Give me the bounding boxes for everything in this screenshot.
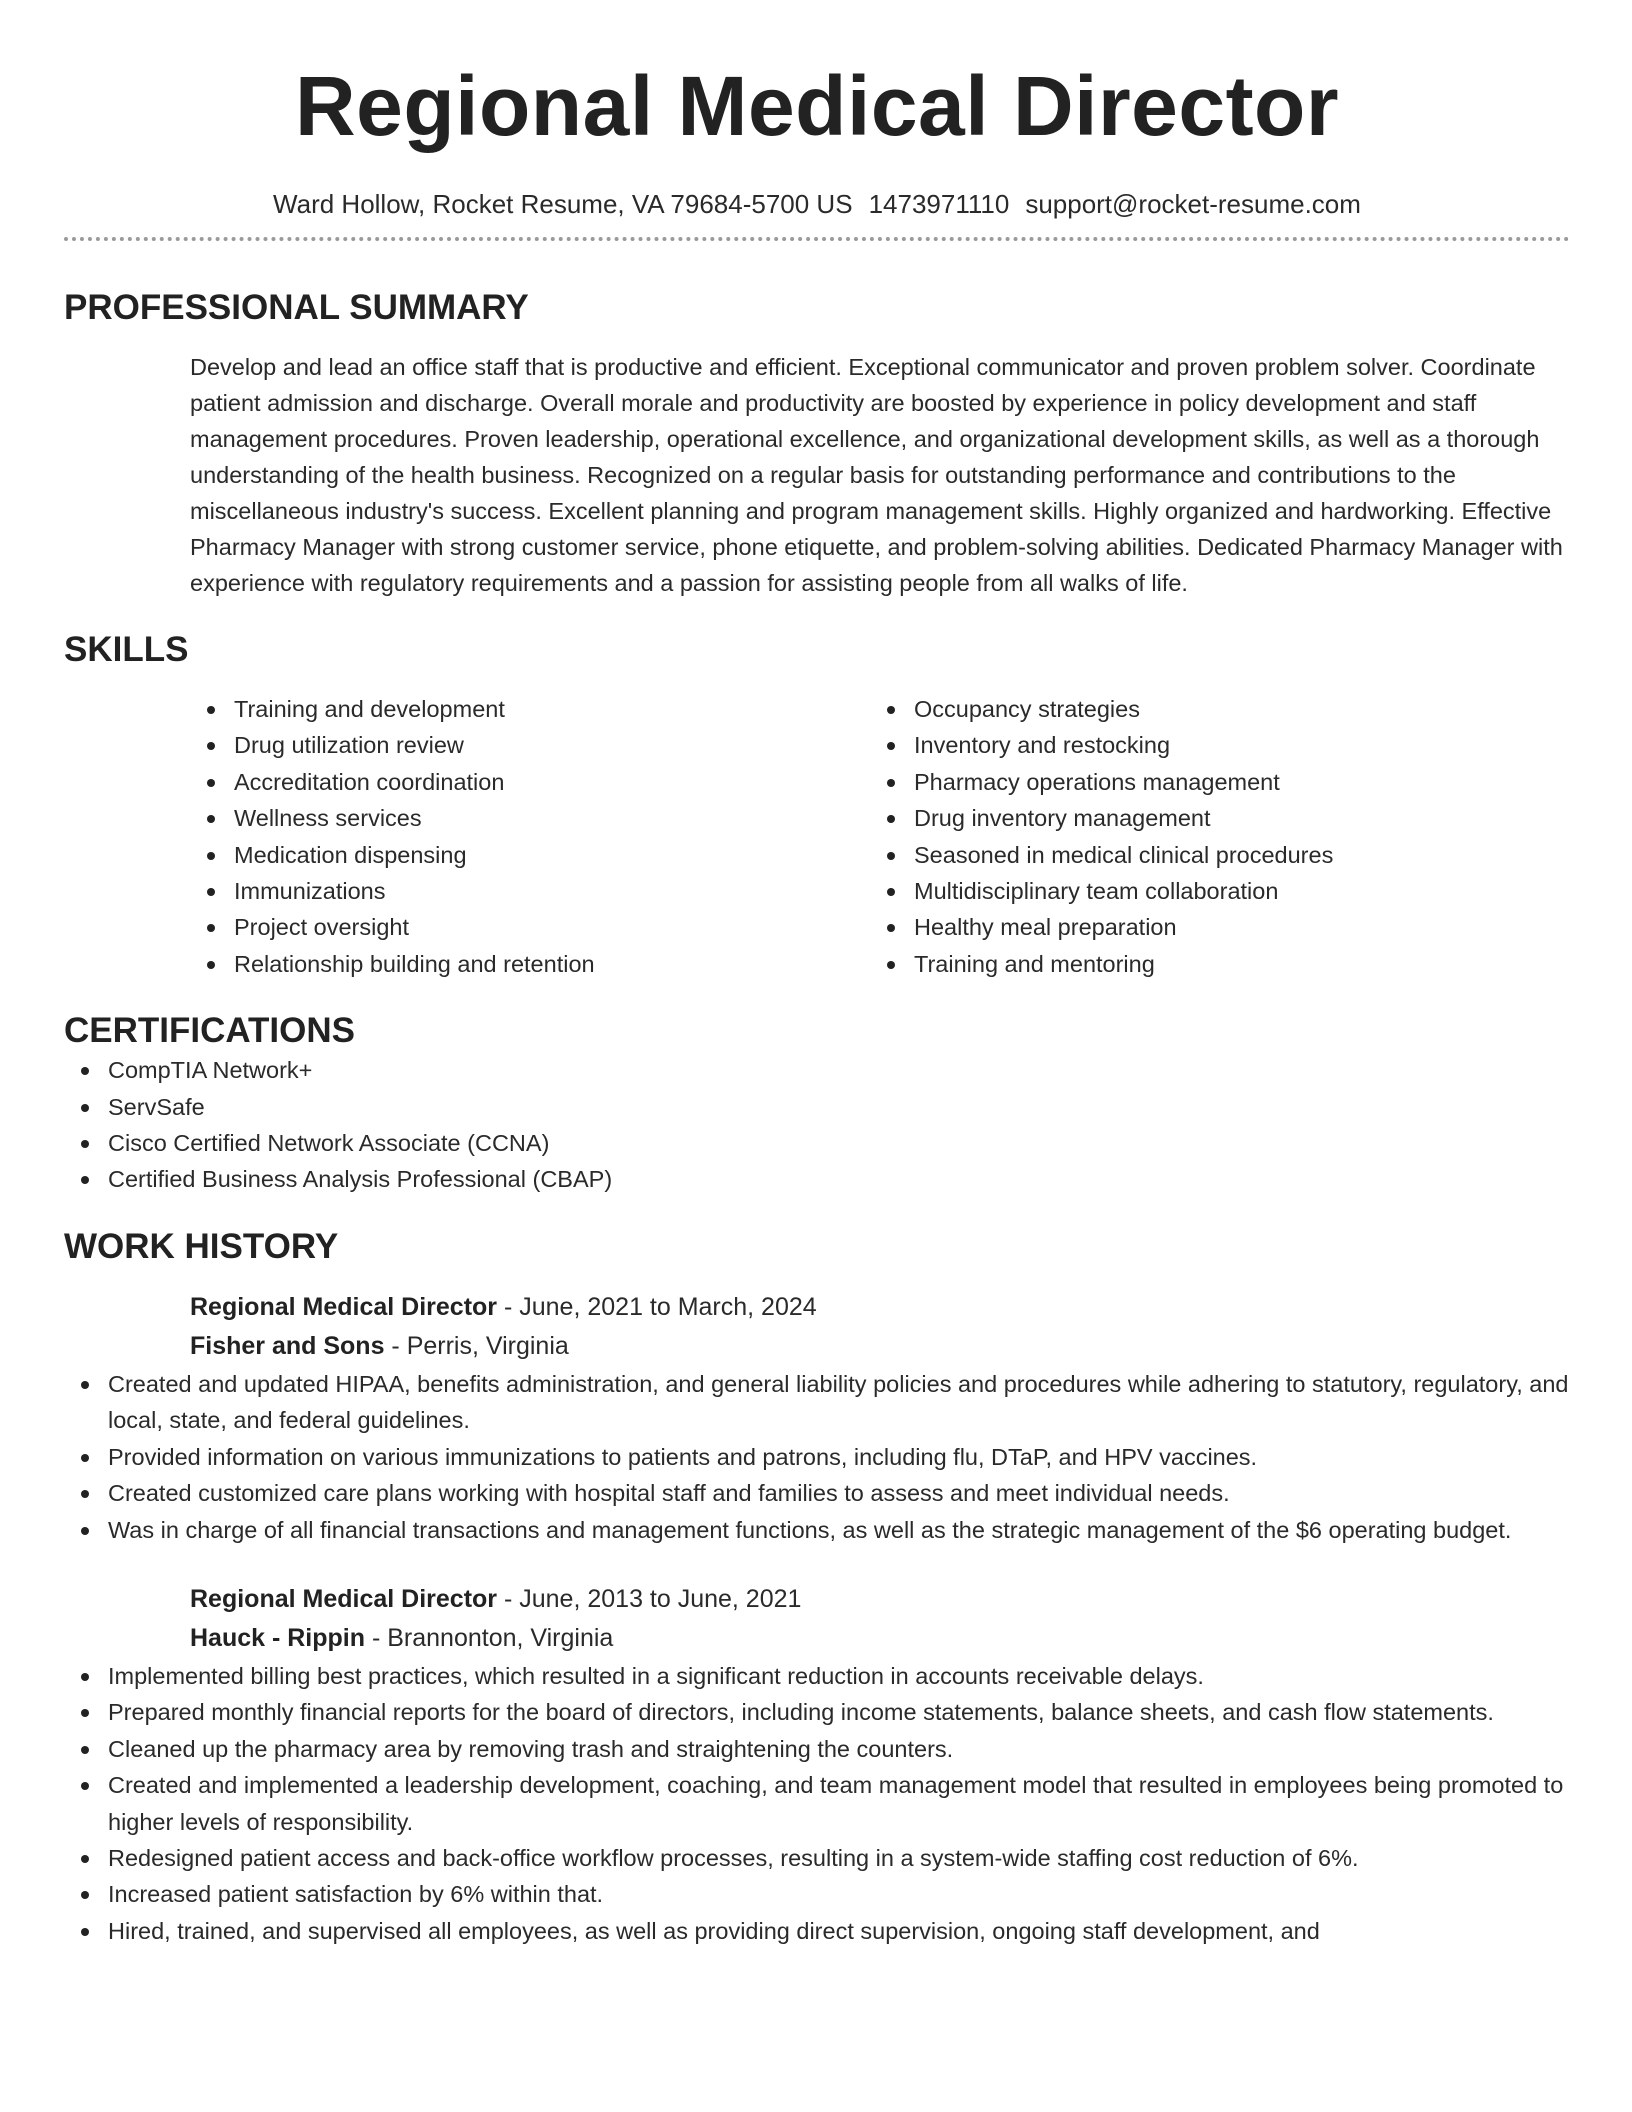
job-entry — [64, 1580, 1570, 1949]
job-bullet: Provided information on various immunizations to patients and patrons, including flu, DTaP, and HPV vaccines. — [64, 1439, 1570, 1475]
certification-item: Cisco Certified Network Associate (CCNA) — [64, 1125, 1570, 1161]
work-history-heading: WORK HISTORY — [64, 1226, 339, 1266]
job-entry — [64, 1288, 1570, 1548]
certification-item: CompTIA Network+ — [64, 1052, 1570, 1088]
job-company: Fisher and Sons — [190, 1331, 385, 1360]
job-location: - Brannonton, Virginia — [365, 1623, 614, 1652]
candidate-name: Regional Medical Director — [294, 59, 1340, 153]
job-bullet: Redesigned patient access and back-office workflow processes, resulting in a system-wide staffing cost reduction of 6%. — [64, 1840, 1570, 1876]
job-bullet: Created customized care plans working with hospital staff and families to assess and meet individual needs. — [64, 1475, 1570, 1511]
skill-item: Project oversight — [190, 909, 870, 945]
job-title-line — [190, 1288, 1570, 1327]
job-bullet: Implemented billing best practices, which resulted in a significant reduction in accounts receivable delays. — [64, 1658, 1570, 1694]
contact-line — [64, 188, 1570, 220]
skill-item: Wellness services — [190, 800, 870, 836]
header-divider — [64, 237, 1570, 241]
skill-item: Drug utilization review — [190, 727, 870, 763]
skills-left-list — [190, 691, 870, 982]
skill-item: Medication dispensing — [190, 837, 870, 873]
contact-address: Ward Hollow, Rocket Resume, VA 79684-5700 US — [273, 189, 853, 219]
certifications-list — [64, 1052, 1570, 1198]
skills-heading: SKILLS — [64, 630, 189, 669]
job-bullets — [64, 1366, 1570, 1548]
skill-item: Training and mentoring — [870, 946, 1550, 982]
job-bullet: Cleaned up the pharmacy area by removing trash and straightening the counters. — [64, 1731, 1570, 1767]
job-bullets — [64, 1658, 1570, 1949]
certifications-heading: CERTIFICATIONS — [64, 1011, 356, 1051]
job-bullet: Increased patient satisfaction by 6% within that. — [64, 1876, 1570, 1912]
skills-columns — [190, 691, 1570, 982]
job-dates: - June, 2013 to June, 2021 — [497, 1584, 802, 1613]
skill-item: Training and development — [190, 691, 870, 727]
job-company-line — [190, 1619, 1570, 1658]
skill-item: Occupancy strategies — [870, 691, 1550, 727]
job-role: Regional Medical Director — [190, 1584, 498, 1613]
certification-item: Certified Business Analysis Professional (CBAP) — [64, 1161, 1570, 1197]
job-company: Hauck - Rippin — [190, 1623, 366, 1652]
skills-right-list — [870, 691, 1550, 982]
job-dates: - June, 2021 to March, 2024 — [497, 1292, 817, 1321]
skill-item: Seasoned in medical clinical procedures — [870, 837, 1550, 873]
job-company-line — [190, 1327, 1570, 1366]
job-bullet: Was in charge of all financial transactions and management functions, as well as the strategic management of the $6 operating budget. — [64, 1512, 1570, 1548]
summary-heading: PROFESSIONAL SUMMARY — [64, 288, 529, 327]
contact-phone: 1473971110 — [868, 189, 1010, 219]
job-bullet: Created and implemented a leadership development, coaching, and team management model that resulted in employees being promoted to higher levels of responsibility. — [64, 1767, 1570, 1840]
contact-email[interactable]: support@rocket-resume.com — [1025, 189, 1361, 219]
skill-item: Inventory and restocking — [870, 727, 1550, 763]
job-bullet: Prepared monthly financial reports for the board of directors, including income statements, balance sheets, and cash flow statements. — [64, 1694, 1570, 1730]
summary-text: Develop and lead an office staff that is productive and efficient. Exceptional communicator and proven problem solver. Coordinate patient admission and discharge. Overall morale and productivity are boosted by experience in policy development and staff management procedures. Proven leadership, operational excellence, and organizational development skills, as well as a thorough understanding of the health business. Recognized on a regular basis for outstanding performance and contributions to the miscellaneous industry's success. Excellent planning and program management skills. Highly organized and hardworking. Effective Pharmacy Manager with strong customer service, phone etiquette, and problem-solving abilities. Dedicated Pharmacy Manager with experience with regulatory requirements and a passion for assisting people from all walks of life. — [190, 354, 1563, 596]
skill-item: Relationship building and retention — [190, 946, 870, 982]
job-bullet: Hired, trained, and supervised all employees, as well as providing direct supervision, ongoing staff development, and — [64, 1913, 1570, 1949]
certification-item: ServSafe — [64, 1089, 1570, 1125]
skill-item: Healthy meal preparation — [870, 909, 1550, 945]
skill-item: Multidisciplinary team collaboration — [870, 873, 1550, 909]
job-role: Regional Medical Director — [190, 1292, 498, 1321]
skill-item: Immunizations — [190, 873, 870, 909]
resume-page — [64, 0, 1570, 1949]
skill-item: Accreditation coordination — [190, 764, 870, 800]
job-location: - Perris, Virginia — [384, 1331, 569, 1360]
skill-item: Drug inventory management — [870, 800, 1550, 836]
skill-item: Pharmacy operations management — [870, 764, 1550, 800]
job-bullet: Created and updated HIPAA, benefits administration, and general liability policies and procedures while adhering to statutory, regulatory, and local, state, and federal guidelines. — [64, 1366, 1570, 1439]
job-title-line — [190, 1580, 1570, 1619]
